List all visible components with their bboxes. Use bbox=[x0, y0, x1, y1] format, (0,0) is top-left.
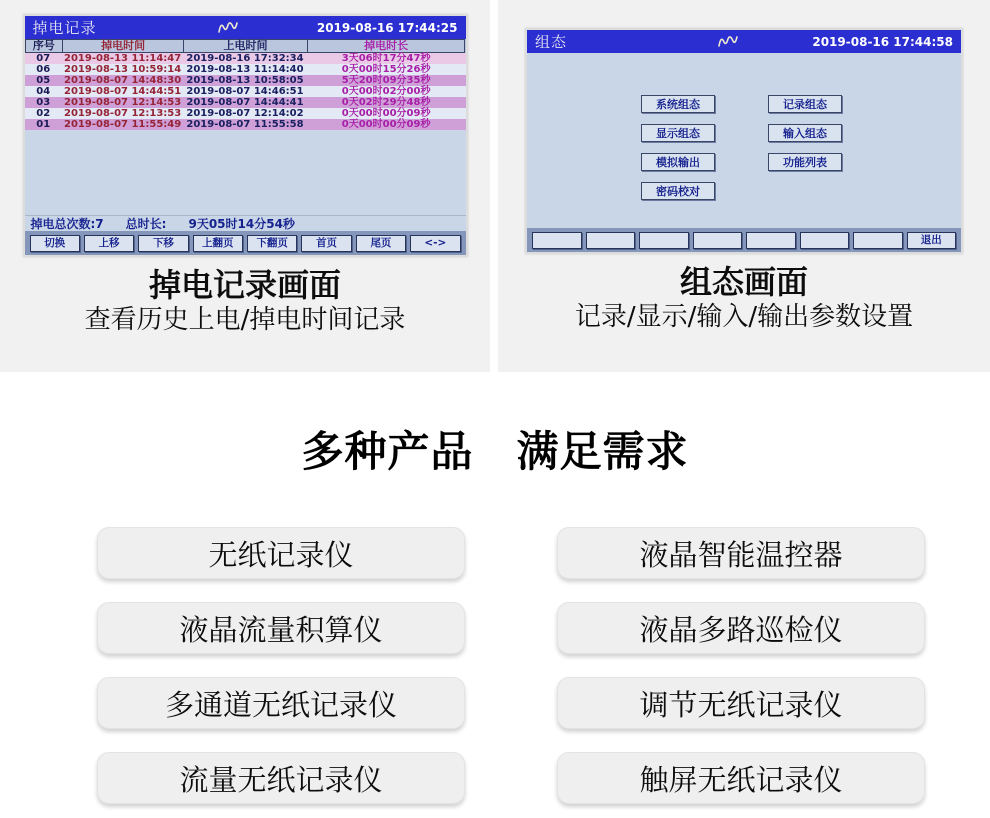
power-record-screen bbox=[23, 14, 468, 257]
product-button-touchscreen-recorder[interactable]: 触屏无纸记录仪 bbox=[557, 752, 925, 804]
power-off-count: 掉电总次数:7 bbox=[30, 217, 104, 231]
blank-soft-button[interactable] bbox=[586, 232, 636, 249]
col-header-index: 序号 bbox=[25, 39, 62, 53]
power-record-panel bbox=[0, 0, 490, 372]
cell-off-time: 2019-08-13 10:59:14 bbox=[64, 64, 182, 75]
cell-on-time: 2019-08-13 10:58:05 bbox=[186, 75, 304, 86]
cell-off-time: 2019-08-13 11:14:47 bbox=[64, 53, 182, 64]
table-row bbox=[25, 97, 466, 108]
analog-output-button[interactable]: 模拟输出 bbox=[641, 153, 715, 171]
table-row bbox=[25, 86, 466, 97]
power-record-table bbox=[25, 39, 466, 130]
input-config-button[interactable]: 输入组态 bbox=[768, 124, 842, 142]
cell-index: 01 bbox=[36, 119, 51, 130]
blank-soft-button[interactable] bbox=[746, 232, 796, 249]
screen-timestamp: 2019-08-16 17:44:25 bbox=[316, 20, 458, 35]
left-caption-title: 掉电记录画面 bbox=[148, 266, 341, 304]
cell-off-time: 2019-08-07 14:44:51 bbox=[64, 86, 182, 97]
cell-off-time: 2019-08-07 12:14:53 bbox=[64, 97, 182, 108]
table-row bbox=[25, 64, 466, 75]
cell-on-time: 2019-08-07 14:44:41 bbox=[186, 97, 304, 108]
product-button-flow-paperless-recorder[interactable]: 流量无纸记录仪 bbox=[97, 752, 465, 804]
first-page-button[interactable]: 首页 bbox=[301, 235, 351, 252]
col-header-off-time: 掉电时间 bbox=[62, 39, 183, 53]
product-grid bbox=[97, 527, 925, 804]
page-up-button[interactable]: 上翻页 bbox=[193, 235, 243, 252]
left-caption-subtitle: 查看历史上电/掉电时间记录 bbox=[84, 305, 406, 335]
switch-button[interactable]: 切换 bbox=[30, 235, 80, 252]
table-row bbox=[25, 75, 466, 86]
blank-soft-button[interactable] bbox=[800, 232, 850, 249]
cell-index: 03 bbox=[36, 97, 51, 108]
left-caption bbox=[85, 266, 406, 337]
product-button-regulating-recorder[interactable]: 调节无纸记录仪 bbox=[557, 677, 925, 729]
display-config-button[interactable]: 显示组态 bbox=[641, 124, 715, 142]
cell-on-time: 2019-08-16 17:32:34 bbox=[186, 53, 304, 64]
product-button-paperless-recorder[interactable]: 无纸记录仪 bbox=[97, 527, 465, 579]
section-title: 多种产品 满足需求 bbox=[301, 427, 689, 476]
cell-duration: 0天00时02分00秒 bbox=[341, 86, 431, 97]
right-caption bbox=[575, 263, 913, 334]
cell-index: 06 bbox=[36, 64, 51, 75]
cell-off-time: 2019-08-07 11:55:49 bbox=[64, 119, 182, 130]
cell-duration: 0天00时00分09秒 bbox=[341, 108, 431, 119]
cell-off-time: 2019-08-07 12:13:53 bbox=[64, 108, 182, 119]
screen-header bbox=[527, 30, 961, 53]
move-up-button[interactable]: 上移 bbox=[84, 235, 134, 252]
screen-header bbox=[25, 16, 466, 39]
cell-on-time: 2019-08-07 14:46:51 bbox=[186, 86, 304, 97]
cell-duration: 0天02时29分48秒 bbox=[341, 97, 431, 108]
last-page-button[interactable]: 尾页 bbox=[356, 235, 406, 252]
total-duration-value: 9天05时14分54秒 bbox=[188, 217, 295, 231]
col-header-duration: 掉电时长 bbox=[307, 39, 466, 53]
table-header-row bbox=[25, 39, 466, 53]
screen-empty-area bbox=[25, 130, 466, 215]
blank-soft-button[interactable] bbox=[693, 232, 743, 249]
screen-title: 组态 bbox=[535, 33, 568, 51]
move-down-button[interactable]: 下移 bbox=[138, 235, 188, 252]
brand-wave-logo-icon bbox=[217, 18, 239, 37]
screen-timestamp: 2019-08-16 17:44:58 bbox=[812, 34, 953, 49]
table-row bbox=[25, 108, 466, 119]
record-config-button[interactable]: 记录组态 bbox=[768, 95, 842, 113]
cell-duration: 3天06时17分47秒 bbox=[341, 53, 431, 64]
cell-on-time: 2019-08-07 11:55:58 bbox=[186, 119, 304, 130]
config-panel bbox=[498, 0, 990, 372]
cell-index: 02 bbox=[36, 108, 51, 119]
total-duration-label: 总时长: bbox=[125, 217, 167, 231]
cell-on-time: 2019-08-07 12:14:02 bbox=[186, 108, 304, 119]
cell-duration: 5天20时09分35秒 bbox=[341, 75, 431, 86]
product-button-lcd-multi-scanner[interactable]: 液晶多路巡检仪 bbox=[557, 602, 925, 654]
right-caption-subtitle: 记录/显示/输入/输出参数设置 bbox=[574, 302, 914, 332]
screen-title: 掉电记录 bbox=[32, 19, 97, 37]
config-menu-grid bbox=[641, 95, 961, 200]
page-down-button[interactable]: 下翻页 bbox=[247, 235, 297, 252]
password-check-button[interactable]: 密码校对 bbox=[641, 182, 715, 200]
blank-soft-button[interactable] bbox=[853, 232, 903, 249]
cell-duration: 0天00时00分09秒 bbox=[341, 119, 431, 130]
product-button-lcd-flow-totalizer[interactable]: 液晶流量积算仪 bbox=[97, 602, 465, 654]
product-button-multichannel-recorder[interactable]: 多通道无纸记录仪 bbox=[97, 677, 465, 729]
config-body bbox=[527, 53, 961, 228]
cell-duration: 0天00时15分26秒 bbox=[341, 64, 431, 75]
left-screen-footer-bar bbox=[25, 231, 466, 255]
product-button-lcd-temp-controller[interactable]: 液晶智能温控器 bbox=[557, 527, 925, 579]
status-line bbox=[25, 215, 466, 231]
table-row bbox=[25, 53, 466, 64]
right-caption-title: 组态画面 bbox=[679, 263, 808, 301]
cell-on-time: 2019-08-13 11:14:40 bbox=[186, 64, 304, 75]
table-row bbox=[25, 119, 466, 130]
cell-off-time: 2019-08-07 14:48:30 bbox=[64, 75, 182, 86]
exit-button[interactable]: 退出 bbox=[907, 232, 957, 249]
cell-index: 05 bbox=[36, 75, 51, 86]
col-header-on-time: 上电时间 bbox=[183, 39, 306, 53]
cell-index: 04 bbox=[36, 86, 51, 97]
blank-soft-button[interactable] bbox=[639, 232, 689, 249]
top-section bbox=[0, 0, 990, 372]
system-config-button[interactable]: 系统组态 bbox=[641, 95, 715, 113]
right-screen-footer-bar bbox=[527, 228, 961, 252]
brand-wave-logo-icon bbox=[717, 32, 739, 51]
blank-soft-button[interactable] bbox=[532, 232, 582, 249]
cell-index: 07 bbox=[36, 53, 51, 64]
function-list-button[interactable]: 功能列表 bbox=[768, 153, 842, 171]
config-screen bbox=[525, 28, 963, 254]
toggle-arrow-button[interactable]: <-> bbox=[410, 235, 460, 252]
